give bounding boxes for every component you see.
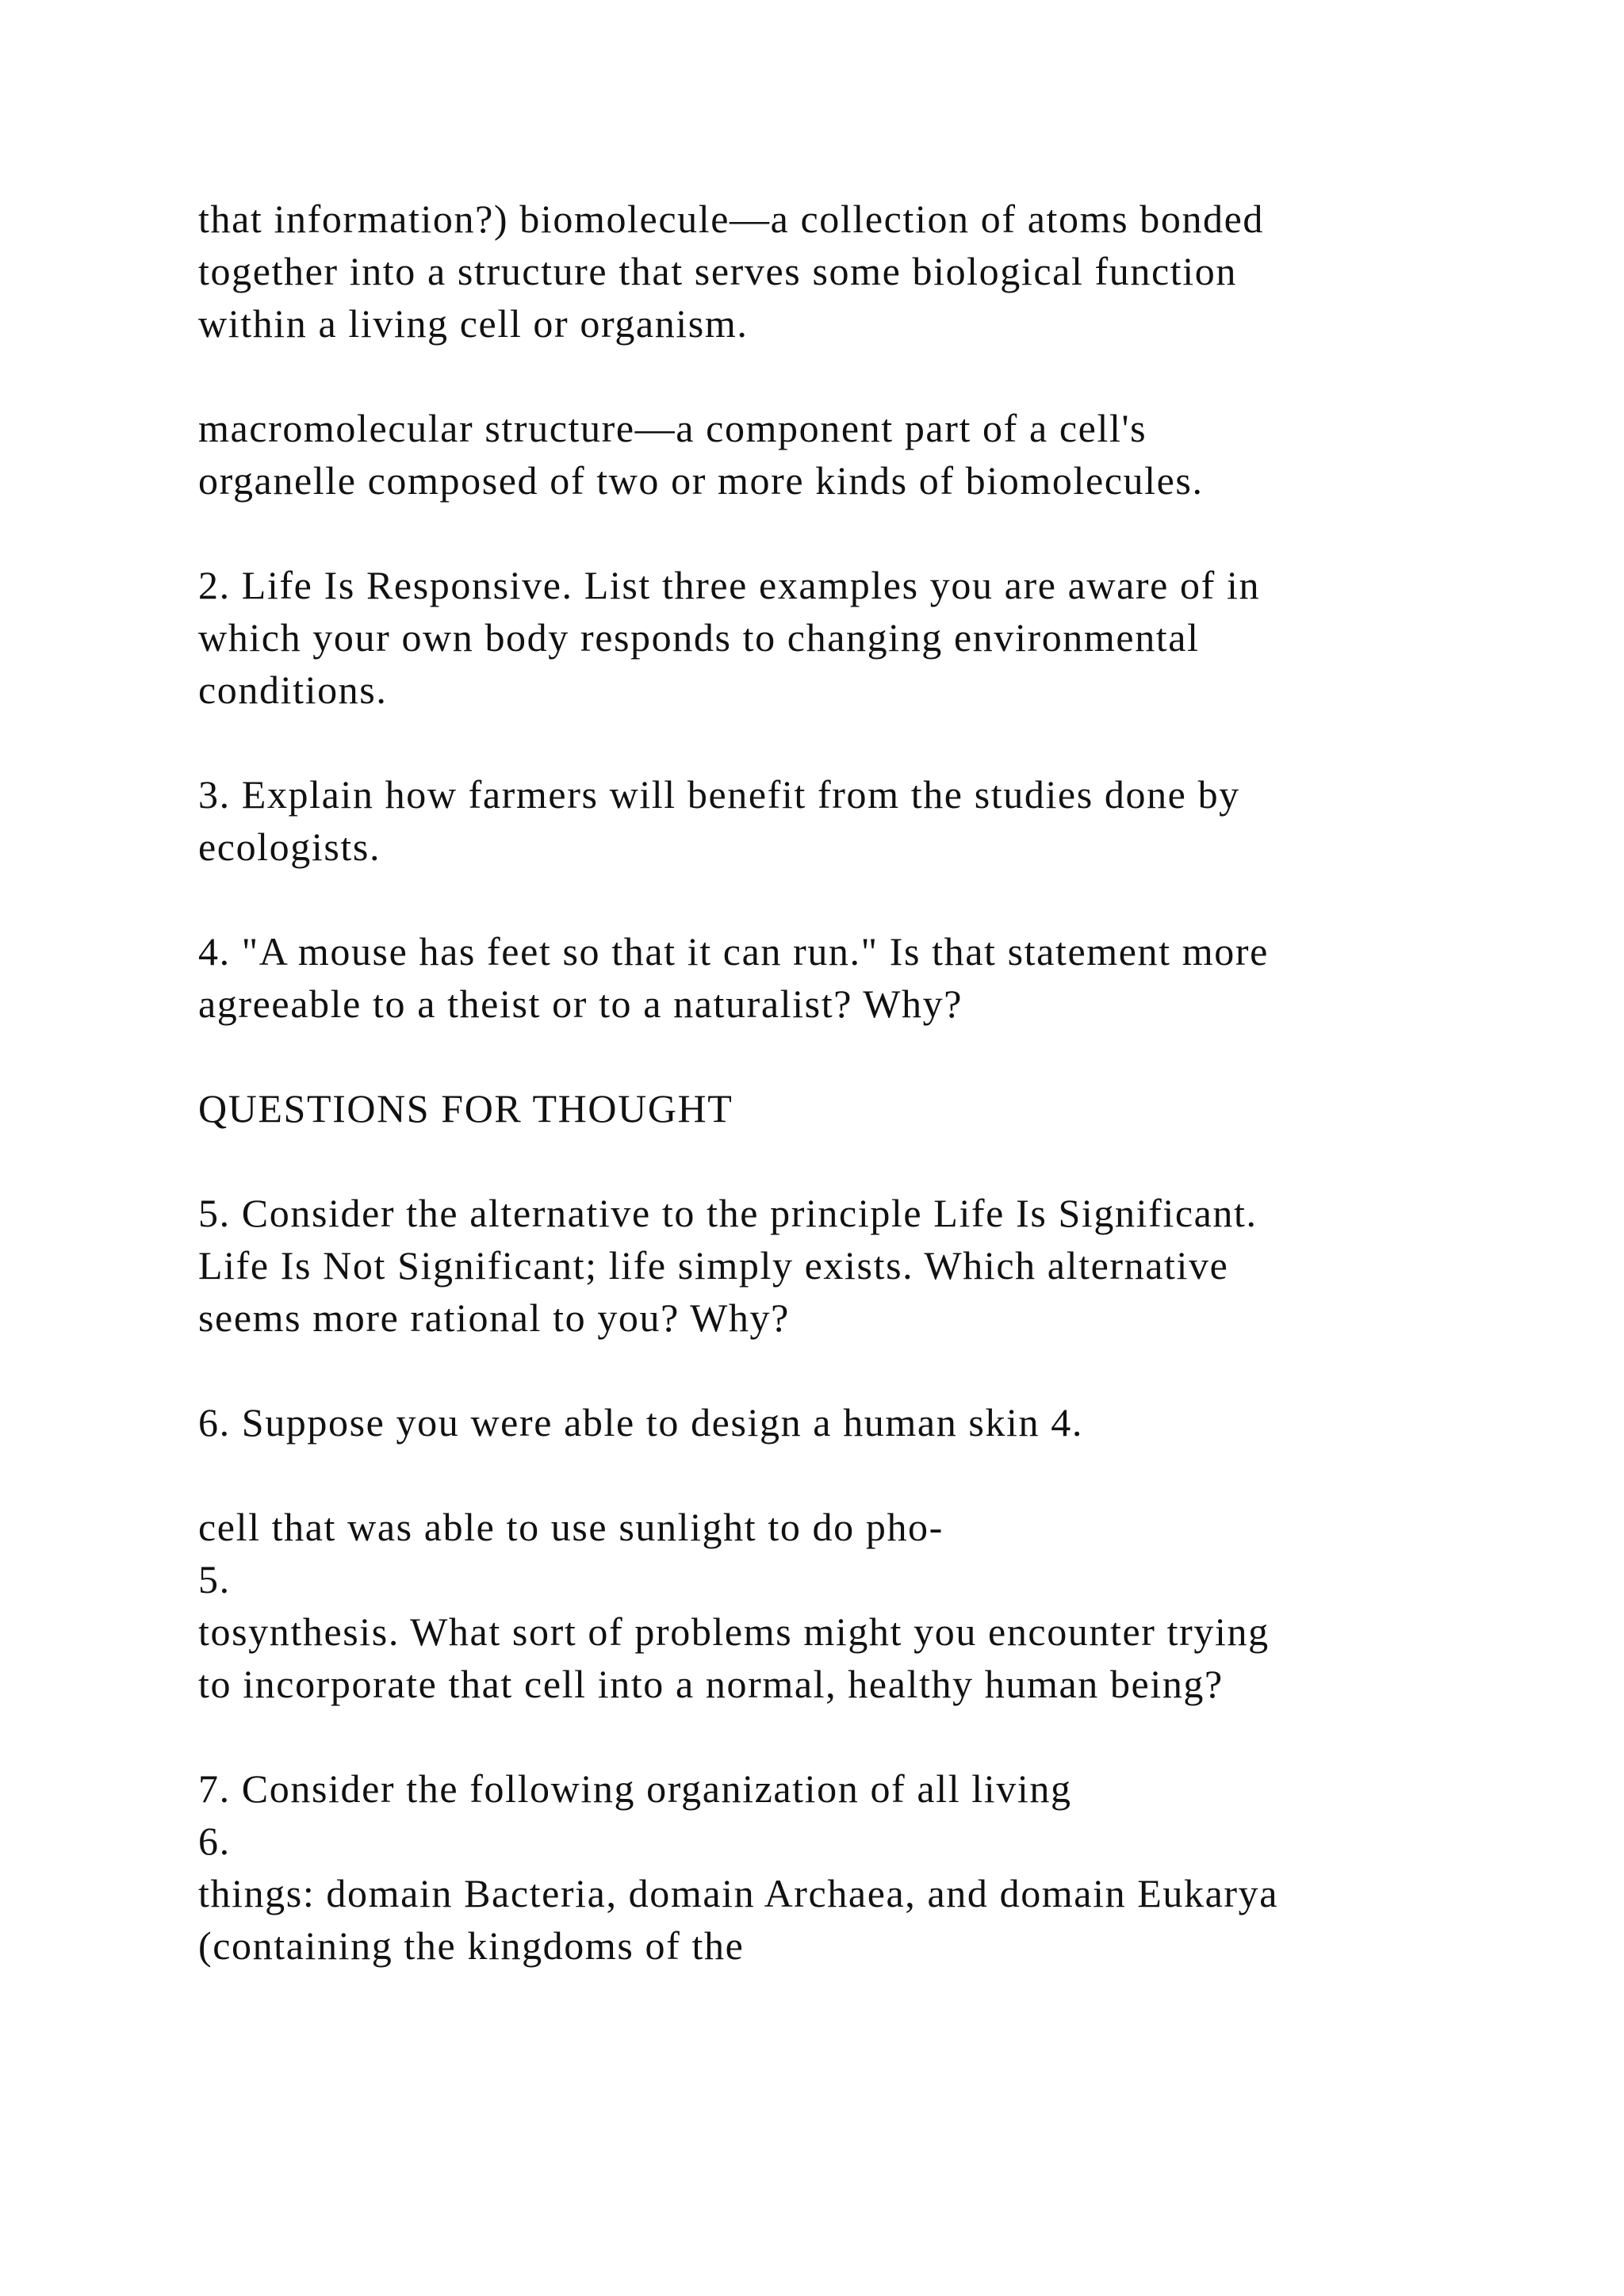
question-number: 5. xyxy=(198,1557,231,1601)
body-line: macromolecular structure—a component part of a cell's xyxy=(198,406,1147,450)
question-line: Life Is Not Significant; life simply exists. Which alternative xyxy=(198,1243,1229,1288)
question-line: 5. Consider the alternative to the principle Life Is Significant. xyxy=(198,1191,1258,1235)
question-line: agreeable to a theist or to a naturalist? Why? xyxy=(198,982,963,1026)
question-line: conditions. xyxy=(198,668,388,712)
question-line: seems more rational to you? Why? xyxy=(198,1295,790,1340)
body-line: that information?) biomolecule—a collection of atoms bonded xyxy=(198,197,1265,241)
question-number: 6. xyxy=(198,1819,231,1863)
question-line: to incorporate that cell into a normal, healthy human being? xyxy=(198,1662,1224,1706)
document-body xyxy=(198,193,1546,1972)
paragraph-gap xyxy=(198,873,1546,925)
body-line: within a living cell or organism. xyxy=(198,301,749,346)
body-line: together into a structure that serves some biological function xyxy=(198,249,1237,293)
question-line: 4. "A mouse has feet so that it can run." Is that statement more xyxy=(198,929,1269,974)
paragraph-gap xyxy=(198,1448,1546,1501)
question-line: which your own body responds to changing environmental xyxy=(198,615,1200,660)
paragraph-gap xyxy=(198,716,1546,768)
question-line: (containing the kingdoms of the xyxy=(198,1923,745,1968)
section-heading: QUESTIONS FOR THOUGHT xyxy=(198,1086,733,1131)
question-line: 3. Explain how farmers will benefit from the studies done by xyxy=(198,772,1240,817)
question-line: cell that was able to use sunlight to do pho- xyxy=(198,1505,944,1549)
question-line: things: domain Bacteria, domain Archaea, and domain Eukarya xyxy=(198,1871,1279,1915)
question-line: 7. Consider the following organization of all living xyxy=(198,1766,1072,1811)
paragraph-gap xyxy=(198,1710,1546,1762)
paragraph-gap xyxy=(198,1135,1546,1187)
paragraph-gap xyxy=(198,507,1546,559)
paragraph-gap xyxy=(198,350,1546,402)
body-line: organelle composed of two or more kinds of biomolecules. xyxy=(198,458,1204,503)
paragraph-gap xyxy=(198,1344,1546,1396)
question-line: 6. Suppose you were able to design a human skin 4. xyxy=(198,1400,1083,1445)
paragraph-gap xyxy=(198,1030,1546,1082)
question-line: ecologists. xyxy=(198,825,381,869)
question-line: tosynthesis. What sort of problems might you encounter trying xyxy=(198,1609,1270,1654)
question-line: 2. Life Is Responsive. List three examples you are aware of in xyxy=(198,563,1261,607)
